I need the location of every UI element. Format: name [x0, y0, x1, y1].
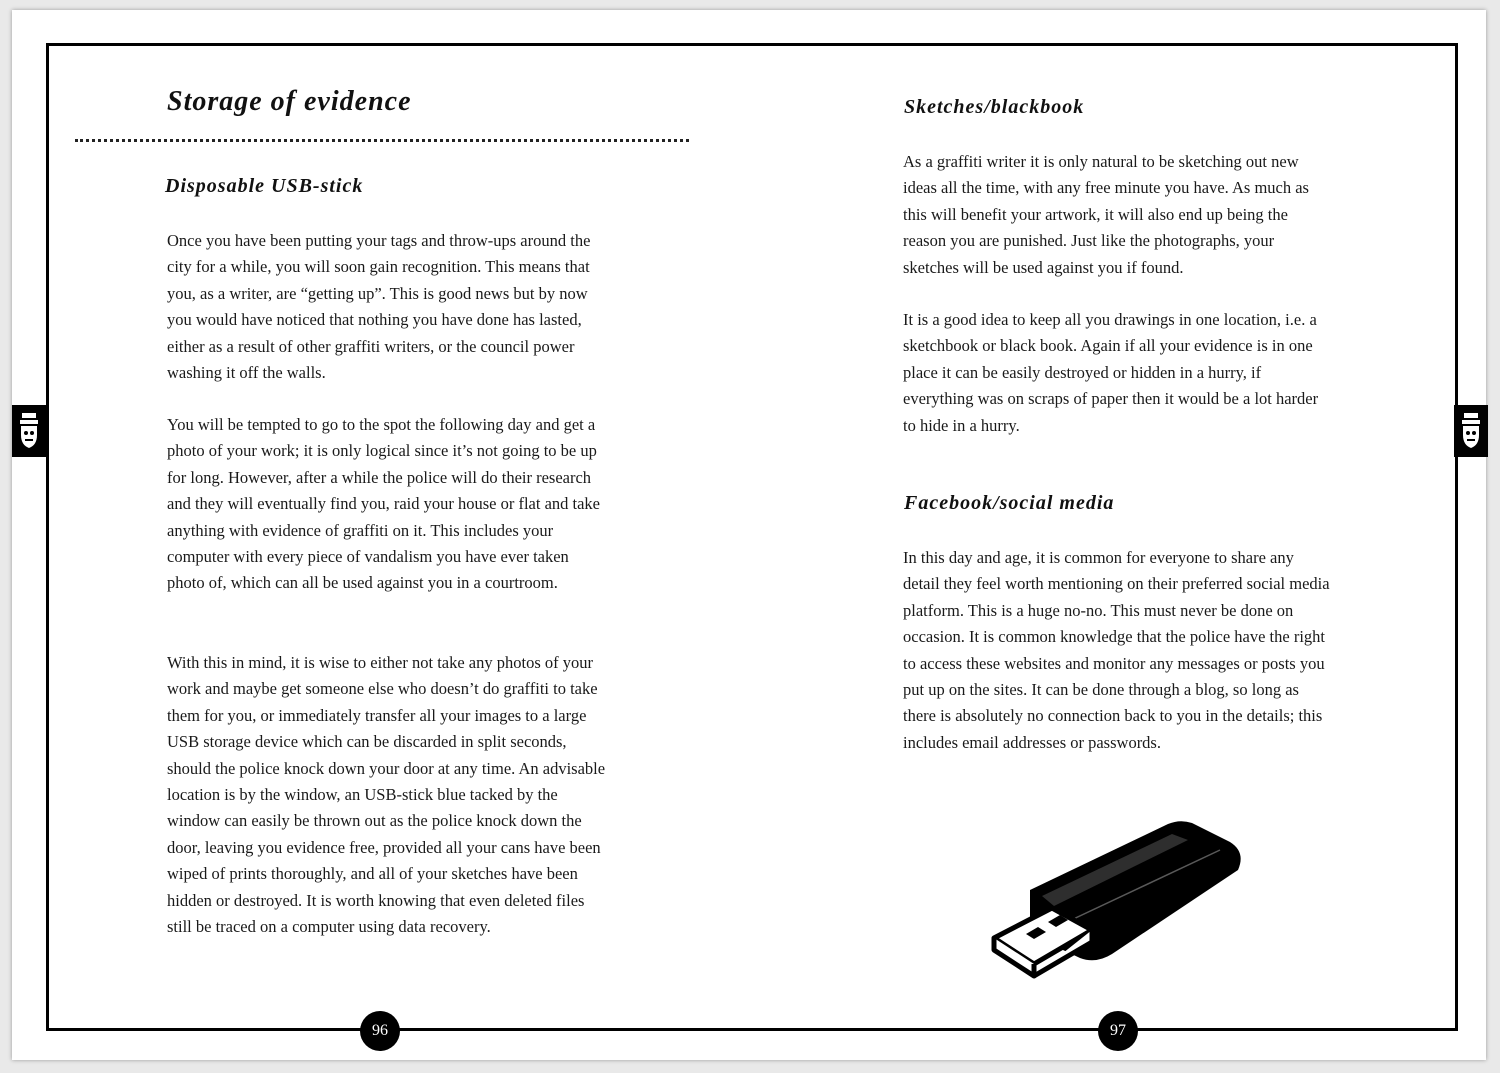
body-paragraph: In this day and age, it is common for everyone to share any detail they feel worth mentioning on their preferred social media platform. This is a huge no-no. This must never be done on occasion. It is common knowledge that the police have the right to access these websites and monitor any messages or posts you put up on the sites. It can be done through a blog, so long as there is absolutely no connection back to you in the details; this includes email addresses or passwords.: [903, 548, 1330, 752]
body-paragraph: You will be tempted to go to the spot the following day and get a photo of your work; it is only logical since it’s not going to be up for long. However, after a while the police will do their research and they will eventually find you, raid your house or flat and take anything with evidence of graffiti on it. This includes your computer with every piece of vandalism you have ever taken photo of, which can all be used against you in a courtroom.: [167, 415, 601, 593]
thumb-tab-right: [1454, 405, 1488, 457]
thumb-tab-left: [12, 405, 46, 457]
body-paragraph: With this in mind, it is wise to either not take any photos of your work and maybe get someone else who doesn’t do graffiti to take them for you, or immediately transfer all your images to a large USB storage device which can be discarded in split seconds, should the police knock down your door at any time. An advisable location is by the window, an USB-stick blue tacked by the window can easily be thrown out as the police knock down the door, leaving you evidence free, provided all your cans have been wiped of prints thoroughly, and all of your sketches have been hidden or destroyed. It is worth knowing that even deleted files still be traced on a computer using data recovery.: [167, 653, 606, 937]
section-heading-social: Facebook/social media: [904, 492, 1115, 514]
body-paragraph: Once you have been putting your tags and throw-ups around the city for a while, you will soon gain recognition. This means that you, as a writer, are “getting up”. This is good news but by now you would have noticed that nothing you have done has lasted, either as a result of other graffiti writers, or the council power washing it off the walls.: [167, 231, 591, 383]
page-title: Storage of evidence: [167, 86, 412, 117]
section-heading-usb: Disposable USB-stick: [165, 175, 364, 197]
usb-stick-icon: [990, 818, 1250, 983]
section-heading-sketches: Sketches/blackbook: [904, 96, 1085, 118]
page-number-left: 96: [360, 1011, 400, 1051]
page-number-right: 97: [1098, 1011, 1138, 1051]
body-paragraph: As a graffiti writer it is only natural to be sketching out new ideas all the time, with any free minute you have. As much as this will benefit your artwork, it will also end up being the reason you are punished. Just like the photographs, your sketches will be used against you if found.: [903, 152, 1309, 277]
body-paragraph: It is a good idea to keep all you drawings in one location, i.e. a sketchbook or black book. Again if all your evidence is in one place it can be easily destroyed or hidden in a hurry, if everything was on scraps of paper then it would be a lot harder to hide in a hurry.: [903, 310, 1319, 435]
spray-can-icon: [17, 411, 41, 451]
title-divider: [75, 139, 689, 142]
spray-can-icon: [1459, 411, 1483, 451]
